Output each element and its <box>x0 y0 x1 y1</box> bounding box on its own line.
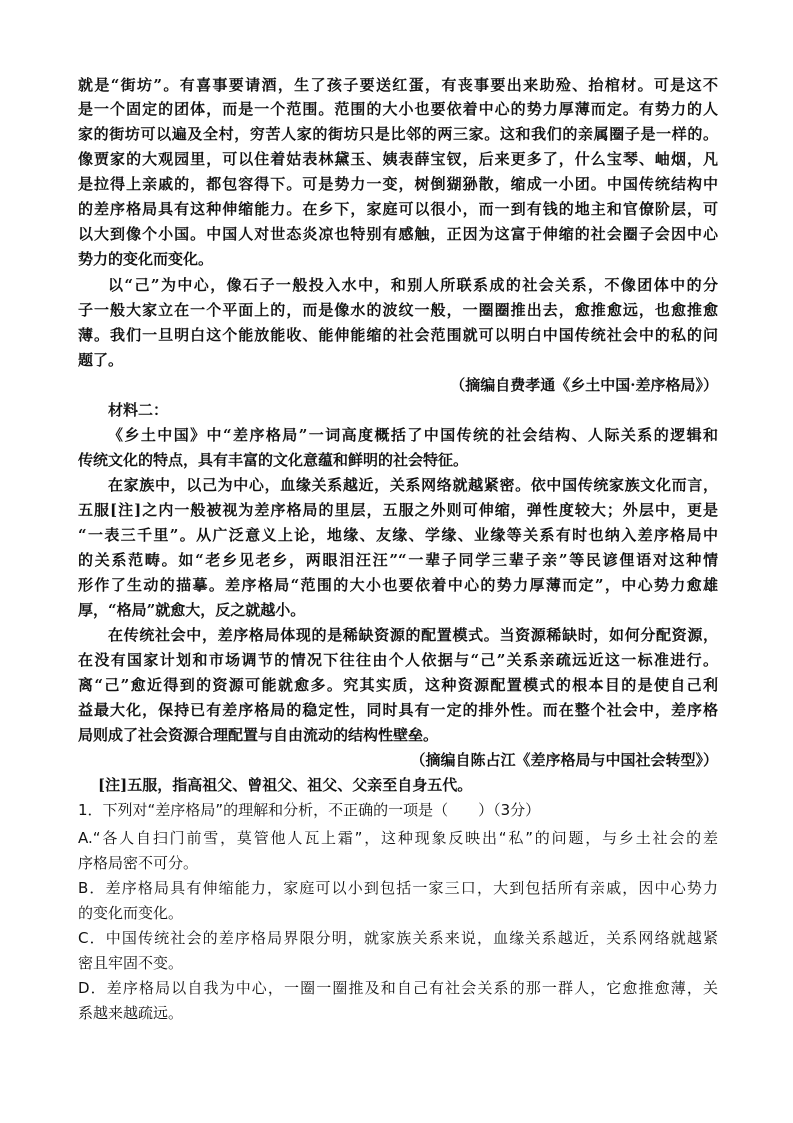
text-line: 在没有国家计划和市场调节的情况下往往由个人依据与“己”关系亲疏远近这一标准进行。 <box>78 651 718 669</box>
text-line: 传统文化的特点，具有丰富的文化意蕴和鲜明的社会特征。 <box>78 451 469 469</box>
text-line: 薄。我们一旦明白这个能放能收、能伸能缩的社会范围就可以明白中国传统社会中的私的问 <box>78 326 718 344</box>
footnote: [注]五服，指高祖父、曾祖父、祖父、父亲至自身五代。 <box>98 776 473 794</box>
text-line: 益最大化，保持已有差序格局的稳定性，同时具有一定的排外性。而在整个社会中，差序格 <box>78 701 718 719</box>
text-line: 的关系范畴。如“老乡见老乡，两眼泪汪汪”“一辈子同学三辈子亲”等民谚俚语对这种情 <box>78 551 718 569</box>
text-line: 势力的变化而变化。 <box>78 250 214 268</box>
text-line: 像贾家的大观园里，可以住着姑表林黛玉、姨表薛宝钗，后来更多了，什么宝琴、岫烟，凡 <box>78 150 718 168</box>
text-line: 子一般大家立在一个平面上的，而是像水的波纹一般，一圈圈推出去，愈推愈远，也愈推愈 <box>78 301 718 319</box>
text-line: 以大到像个小国。中国人对世态炎凉也特别有感触，正因为这富于伸缩的社会圈子会因中心 <box>78 225 718 243</box>
section-heading: 材料二： <box>108 401 169 419</box>
text-line: 厚，“格局”就愈大，反之就越小。 <box>78 601 306 619</box>
text-line: 五服[注]之内一般被视为差序格局的里层，五服之外则可伸缩，弹性度较大；外层中，更是 <box>78 501 718 519</box>
text-line: 离“己”愈近得到的资源可能就愈多。究其实质，这种资源配置模式的根本目的是使自己利 <box>78 676 718 694</box>
option-b-continued: 的变化而变化。 <box>78 904 184 922</box>
text-line: 是拉得上亲戚的，都包容得下。可是势力一变，树倒猢狲散，缩成一小团。中国传统结构中 <box>78 175 718 193</box>
text-line: 的差序格局具有这种伸缩能力。在乡下，家庭可以很小，而一到有钱的地主和官僚阶层，可 <box>78 200 718 218</box>
text-line: 形作了生动的描摹。差序格局“范围的大小也要依着中心的势力厚薄而定”，中心势力愈雄 <box>78 576 718 594</box>
text-line: 题了。 <box>78 351 124 369</box>
text-line: 在家族中，以己为中心，血缘关系越近，关系网络就越紧密。依中国传统家族文化而言， <box>108 476 718 494</box>
text-line: 家的街坊可以遍及全村，穷苦人家的街坊只是比邻的两三家。这和我们的亲属圈子是一样的。 <box>78 125 718 143</box>
option-d: D．差序格局以自我为中心，一圈一圈推及和自己有社会关系的那一群人，它愈推愈薄，关 <box>78 979 718 997</box>
option-c: C．中国传统社会的差序格局界限分明，就家族关系来说，血缘关系越近，关系网络就越紧 <box>78 929 718 947</box>
option-d-continued: 系越来越疏远。 <box>78 1004 184 1022</box>
option-b: B．差序格局具有伸缩能力，家庭可以小到包括一家三口，大到包括所有亲戚，因中心势力 <box>78 879 718 897</box>
source-citation: （摘编自陈占江《差序格局与中国社会转型》） <box>410 751 718 769</box>
option-c-continued: 密且牢固不变。 <box>78 954 184 972</box>
text-line: 局则成了社会资源合理配置与自由流动的结构性壁垒。 <box>78 726 439 744</box>
option-a: A.“各人自扫门前雪，莫管他人瓦上霜”，这种现象反映出“私”的问题，与乡土社会的差 <box>78 829 718 847</box>
question-stem: 1．下列对“差序格局”的理解和分析，不正确的一项是（ ）（3分） <box>78 801 541 819</box>
text-line: 以“己”为中心，像石子一般投入水中，和别人所联系成的社会关系，不像团体中的分 <box>108 276 718 294</box>
text-line: 《乡土中国》中“差序格局”一词高度概括了中国传统的社会结构、人际关系的逻辑和 <box>108 426 718 444</box>
text-line: 是一个固定的团体，而是一个范围。范围的大小也要依着中心的势力厚薄而定。有势力的人 <box>78 100 718 118</box>
source-citation: （摘编自费孝通《乡土中国·差序格局》） <box>450 376 718 394</box>
text-line: 在传统社会中，差序格局体现的是稀缺资源的配置模式。当资源稀缺时，如何分配资源， <box>108 626 718 644</box>
option-a-continued: 序格局密不可分。 <box>78 854 199 872</box>
text-line: 就是“街坊”。有喜事要请酒，生了孩子要送红蛋，有丧事要出来助殓、抬棺材。可是这不 <box>78 76 718 94</box>
text-line: “一表三千里”。从广泛意义上论，地缘、友缘、学缘、业缘等关系有时也纳入差序格局中 <box>78 526 718 544</box>
